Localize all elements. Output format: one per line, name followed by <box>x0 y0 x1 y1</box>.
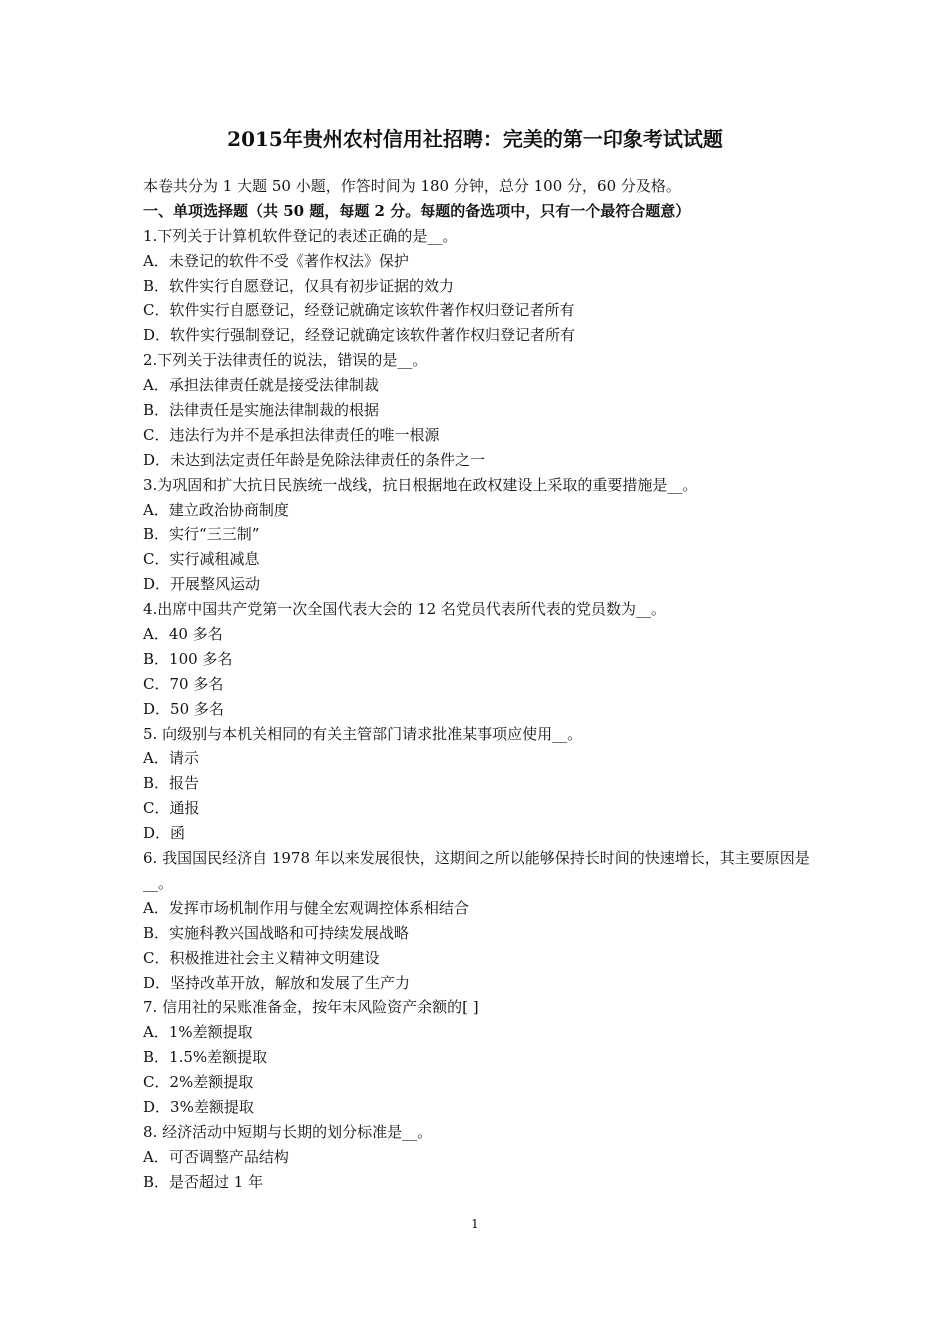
answer-option: B．软件实行自愿登记，仅具有初步证据的效力 <box>143 276 455 295</box>
answer-option: A．1%差额提取 <box>143 1023 253 1042</box>
question-text: 3.为巩固和扩大抗日民族统一战线，抗日根据地在政权建设上采取的重要措施是__。 <box>143 475 698 494</box>
answer-option: A．请示 <box>143 749 199 768</box>
page-number: 1 <box>471 1217 479 1231</box>
answer-option: C．实行减租减息 <box>143 550 260 569</box>
exam-content <box>143 174 818 1195</box>
answer-option: A．40 多名 <box>143 625 223 644</box>
section-heading: 一、单项选择题（共 50 题，每题 2 分。每题的备选项中，只有一个最符合题意） <box>143 201 691 220</box>
answer-option: D．50 多名 <box>143 699 224 718</box>
answer-option: C．70 多名 <box>143 674 224 693</box>
answer-option: B．100 多名 <box>143 649 233 668</box>
question-text: 7. 信用社的呆账准备金，按年末风险资产余额的[ ] <box>143 998 479 1017</box>
answer-option: B．实施科教兴国战略和可持续发展战略 <box>143 923 410 942</box>
answer-option: C．积极推进社会主义精神文明建设 <box>143 948 380 967</box>
answer-option: B．是否超过 1 年 <box>143 1172 264 1191</box>
question-text: 4.出席中国共产党第一次全国代表大会的 12 名党员代表所代表的党员数为__。 <box>143 600 666 619</box>
question-text: 6. 我国国民经济自 1978 年以来发展很快，这期间之所以能够保持长时间的快速增长，其主要原因是__。 <box>143 849 810 892</box>
question-text: 8. 经济活动中短期与长期的划分标准是__。 <box>143 1122 433 1141</box>
question-block <box>143 597 818 721</box>
answer-option: C．软件实行自愿登记，经登记就确定该软件著作权归登记者所有 <box>143 301 575 320</box>
answer-option: A．未登记的软件不受《著作权法》保护 <box>143 251 409 270</box>
answer-option: C．2%差额提取 <box>143 1073 254 1092</box>
question-block <box>143 473 818 597</box>
answer-option: D．开展整风运动 <box>143 575 261 594</box>
answer-option: A．发挥市场机制作用与健全宏观调控体系相结合 <box>143 898 469 917</box>
answer-option: D．未达到法定责任年龄是免除法律责任的条件之一 <box>143 450 486 469</box>
answer-option: B．法律责任是实施法律制裁的根据 <box>143 401 380 420</box>
question-text: 5. 向级别与本机关相同的有关主管部门请求批准某事项应使用__。 <box>143 724 583 743</box>
question-text: 2.下列关于法律责任的说法，错误的是__。 <box>143 351 428 370</box>
answer-option: C．违法行为并不是承担法律责任的唯一根源 <box>143 425 440 444</box>
question-text: 1.下列关于计算机软件登记的表述正确的是__。 <box>143 226 458 245</box>
answer-option: A．可否调整产品结构 <box>143 1147 289 1166</box>
question-block <box>143 995 818 1119</box>
answer-option: D．函 <box>143 824 186 843</box>
answer-option: D．3%差额提取 <box>143 1097 254 1116</box>
answer-option: A．建立政治协商制度 <box>143 500 289 519</box>
question-block <box>143 348 818 472</box>
question-block <box>143 846 818 995</box>
question-block <box>143 224 818 348</box>
answer-option: A．承担法律责任就是接受法律制裁 <box>143 376 379 395</box>
answer-option: C．通报 <box>143 799 200 818</box>
answer-option: D．软件实行强制登记，经登记就确定该软件著作权归登记者所有 <box>143 326 576 345</box>
answer-option: B．实行“三三制” <box>143 525 260 544</box>
answer-option: D．坚持改革开放，解放和发展了生产力 <box>143 973 411 992</box>
question-block <box>143 722 818 846</box>
exam-intro: 本卷共分为 1 大题 50 小题，作答时间为 180 分钟，总分 100 分，60 分及格。 <box>143 177 681 195</box>
answer-option: B．1.5%差额提取 <box>143 1048 268 1067</box>
question-block <box>143 1120 818 1195</box>
answer-option: B．报告 <box>143 774 200 793</box>
page-title: 2015年贵州农村信用社招聘：完美的第一印象考试试题 <box>227 127 723 151</box>
